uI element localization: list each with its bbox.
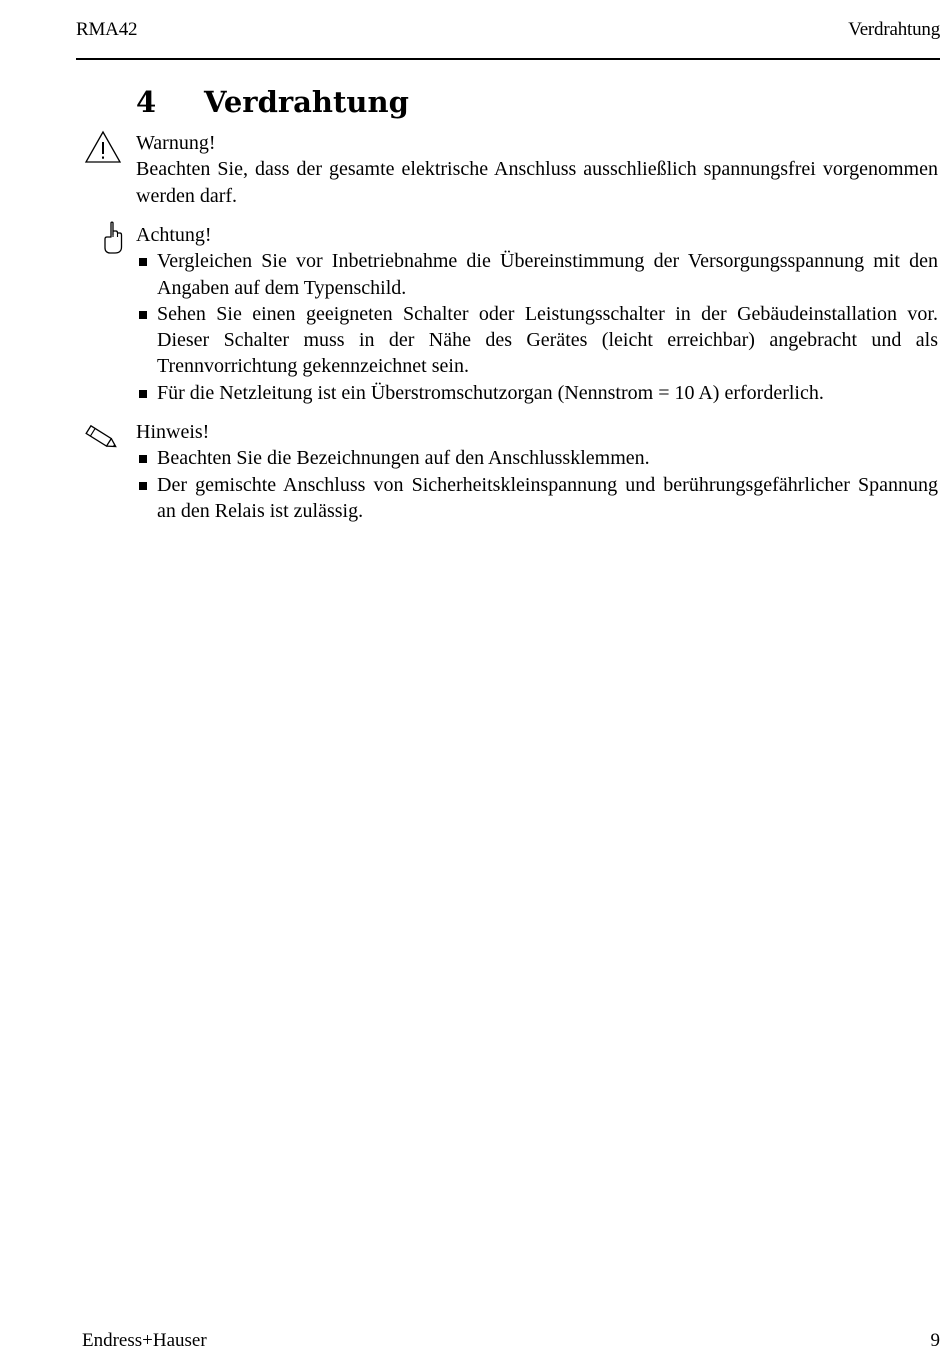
caution-list [136, 248, 938, 406]
list-item: Beachten Sie die Bezeichnungen auf den Anschlussklemmen. [136, 445, 938, 471]
note-title: Hinweis! [136, 421, 210, 443]
pencil-icon [82, 424, 120, 452]
warning-triangle-icon [84, 130, 122, 164]
warning-block [136, 130, 938, 209]
header-section-name: Verdrahtung [848, 19, 940, 40]
page-header [76, 18, 940, 60]
chapter-heading [136, 82, 409, 122]
footer-company: Endress+Hauser [82, 1330, 207, 1351]
chapter-title: Verdrahtung [204, 85, 409, 119]
list-item: Sehen Sie einen geeigneten Schalter oder Leistungsschalter in der Gebäudeinstallation vor. Dieser Schalter muss in der Nähe des Gerätes (leicht erreichbar) angebracht und als Trennvorrichtung gekennzeichnet sein. [136, 301, 938, 380]
caution-block [136, 222, 938, 406]
header-product-name: RMA42 [76, 19, 138, 40]
page-number: 9 [930, 1330, 940, 1351]
list-item: Für die Netzleitung ist ein Überstromschutzorgan (Nennstrom = 10 A) erforderlich. [136, 380, 938, 406]
chapter-number: 4 [136, 85, 157, 119]
caution-title: Achtung! [136, 224, 212, 246]
note-list [136, 445, 938, 524]
pointing-hand-icon [102, 221, 124, 255]
note-block [136, 419, 938, 524]
warning-title: Warnung! [136, 132, 216, 154]
list-item: Der gemischte Anschluss von Sicherheitskleinspannung und berührungsgefährlicher Spannung an den Relais ist zulässig. [136, 472, 938, 525]
list-item: Vergleichen Sie vor Inbetriebnahme die Übereinstimmung der Versorgungsspannung mit den Angaben auf dem Typenschild. [136, 248, 938, 301]
warning-text: Beachten Sie, dass der gesamte elektrische Anschluss ausschließlich spannungsfrei vorgenommen werden darf. [136, 158, 938, 207]
